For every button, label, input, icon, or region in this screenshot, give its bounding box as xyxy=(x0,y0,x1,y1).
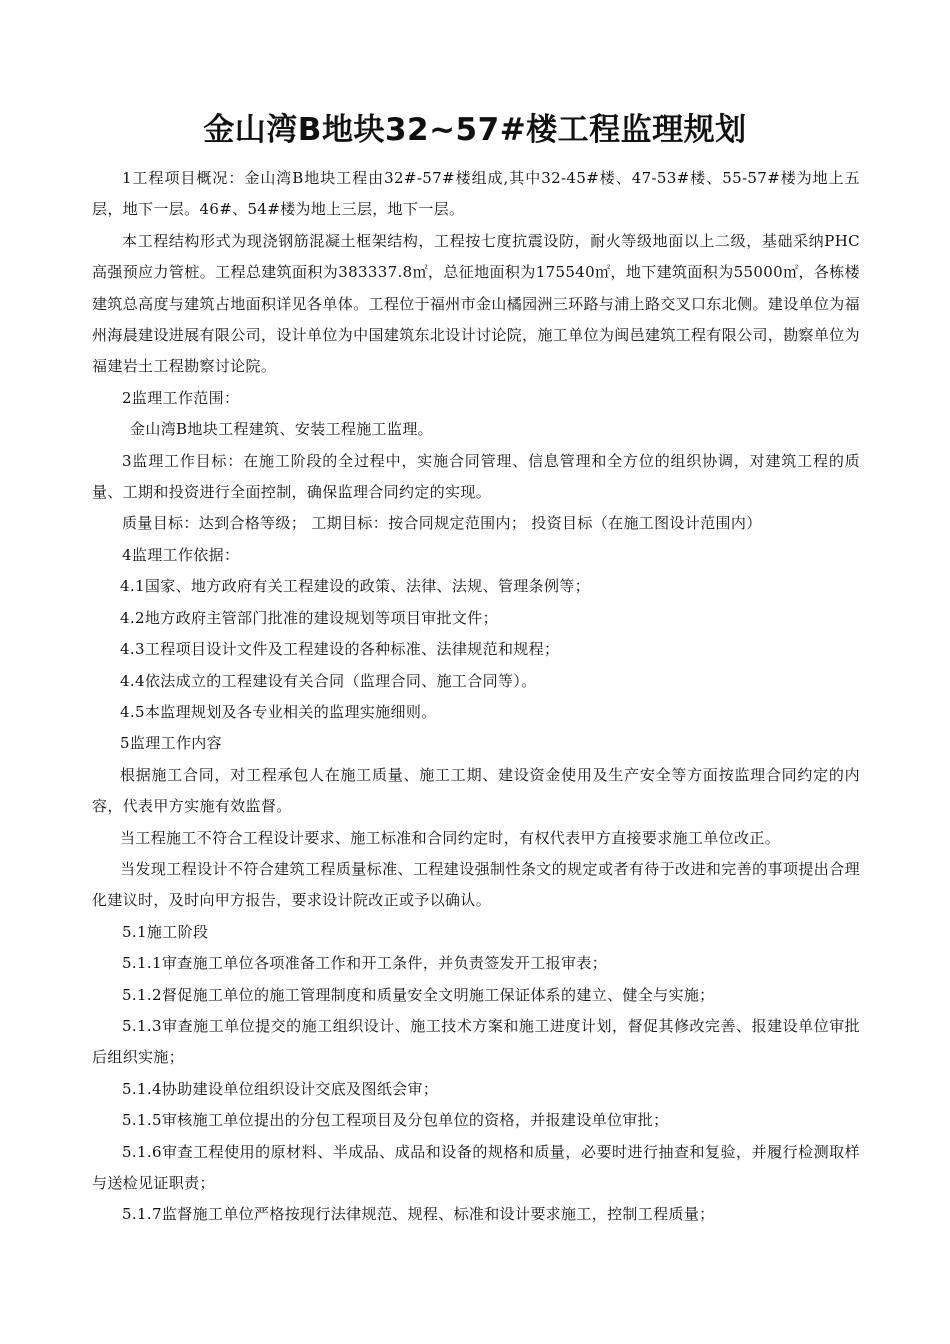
list-item-basis-4-1: 4.1国家、地方政府有关工程建设的政策、法律、法规、管理条例等； xyxy=(120,577,591,596)
list-item-5-1-2: 5.1.2督促施工单位的施工管理制度和质量安全文明施工保证体系的建立、健全与实施； xyxy=(122,985,715,1004)
list-item-5-1-6: 5.1.6审查工程使用的原材料、半成品、成品和设备的规格和质量，必要时进行抽查和复验，并履行检测取样与送检见证职责； xyxy=(92,1142,860,1192)
document-body xyxy=(92,163,860,1231)
paragraph-structure-description: 本工程结构形式为现浇钢筋混凝土框架结构，工程按七度抗震设防，耐火等级地面以上二级，基础采纳PHC高强预应力管桩。工程总建筑面积为383337.8㎡，总征地面积为175540㎡，地下建筑面积为55000㎡，各栋楼建筑总高度与建筑占地面积详见各单体。工程位于福州市金山橘园洲三环路与浦上路交叉口东北侧。建设单位为福州海晨建设进展有限公司，设计单位为中国建筑东北设计讨论院，施工单位为闽邑建筑工程有限公司，勘察单位为福建岩土工程勘察讨论院。 xyxy=(92,231,860,376)
list-item-5-1-7: 5.1.7监督施工单位严格按现行法律规范、规程、标准和设计要求施工，控制工程质量； xyxy=(122,1205,715,1224)
heading-supervision-scope: 2监理工作范围： xyxy=(122,388,240,407)
paragraph-design-issues: 当发现工程设计不符合建筑工程质量标准、工程建设强制性条文的规定或者有待于改进和完善的事项提出合理化建议时，及时向甲方报告，要求设计院改正或予以确认。 xyxy=(92,859,860,910)
heading-supervision-content: 5监理工作内容 xyxy=(120,734,222,753)
list-item-basis-4-3: 4.3工程项目设计文件及工程建设的各种标准、法律规范和规程； xyxy=(120,640,560,659)
paragraph-project-overview: 1工程项目概况：金山湾B地块工程由32#-57#楼组成,其中32-45#楼、47-53#楼、55-57#楼为地上五层，地下一层。46#、54#楼为地上三层，地下一层。 xyxy=(92,169,860,219)
paragraph-correction-authority: 当工程施工不符合工程设计要求、施工标准和合同约定时，有权代表甲方直接要求施工单位改正。 xyxy=(120,828,781,847)
list-item-basis-4-4: 4.4依法成立的工程建设有关合同（监理合同、施工合同等）。 xyxy=(120,671,537,690)
list-item-5-1-4: 5.1.4协助建设单位组织设计交底及图纸会审； xyxy=(122,1079,439,1098)
paragraph-supervision-goals: 3监理工作目标：在施工阶段的全过程中，实施合同管理、信息管理和全方位的组织协调，对建筑工程的质量、工期和投资进行全面控制，确保监理合同约定的实现。 xyxy=(92,451,860,502)
list-item-basis-4-5: 4.5本监理规划及各专业相关的监理实施细则。 xyxy=(120,702,437,721)
paragraph-contract-supervision: 根据施工合同，对工程承包人在施工质量、施工工期、建设资金使用及生产安全等方面按监理合同约定的内容，代表甲方实施有效监督。 xyxy=(92,765,860,816)
list-item-5-1-5: 5.1.5审核施工单位提出的分包工程项目及分包单位的资格，并报建设单位审批； xyxy=(122,1111,669,1130)
list-item-basis-4-2: 4.2地方政府主管部门批准的建设规划等项目审批文件； xyxy=(120,608,498,627)
document-title: 金山湾B地块32~57#楼工程监理规划 xyxy=(203,112,747,148)
paragraph-supervision-scope: 金山湾B地块工程建筑、安装工程施工监理。 xyxy=(130,420,434,439)
list-item-5-1-3: 5.1.3审查施工单位提交的施工组织设计、施工技术方案和施工进度计划，督促其修改完善、报建设单位审批后组织实施； xyxy=(92,1016,860,1067)
heading-supervision-basis: 4监理工作依据： xyxy=(122,545,240,564)
list-item-5-1-1: 5.1.1审查施工单位各项准备工作和开工条件，并负责签发开工报审表； xyxy=(122,954,608,973)
paragraph-target-summary: 质量目标：达到合格等级； 工期目标：按合同规定范围内； 投资目标（在施工图设计范围内） xyxy=(122,514,762,533)
heading-construction-phase: 5.1施工阶段 xyxy=(122,922,209,941)
